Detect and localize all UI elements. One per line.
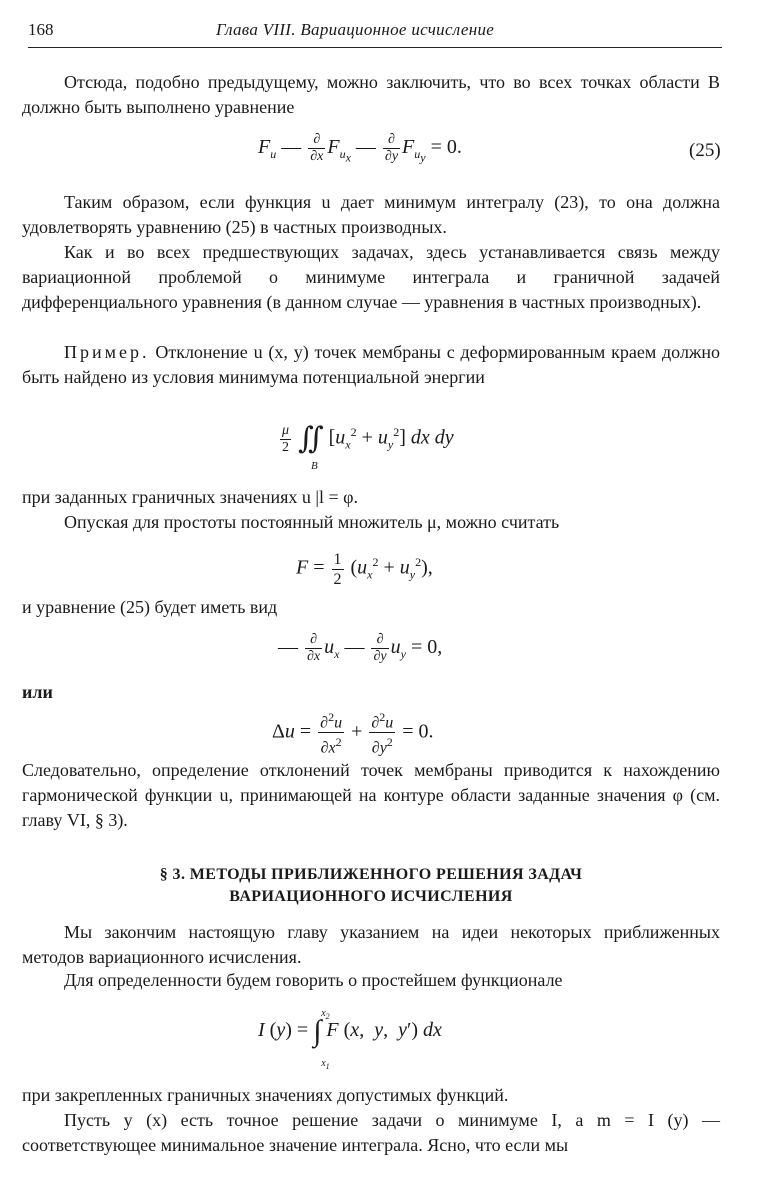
example-label: Пример.	[64, 342, 150, 362]
paragraph-and-equation: и уравнение (25) будет иметь вид	[22, 597, 278, 617]
equation-derivatives: — $\frac{\partial}{\partial x}$ $u_x$ — $\frac{\partial}{\partial y}$ $u_y = 0$,	[278, 632, 443, 664]
paragraph-exact-solution: Пусть y (x) есть точное решение задачи о минимуме I, а m = I (y) — соответствующее минимальное значение интеграла. Ясно, что если мы	[22, 1110, 720, 1155]
equation-25: $F_u$ — $\frac{\partial}{\partial x}$ $F_{u_x}$ — $\frac{\partial}{\partial y}$ $F_{u_y} = 0$.	[258, 132, 462, 165]
equation-F-definition: F = $\frac{1}{2}$ $(u_x^2 + u_y^2)$,	[296, 550, 433, 588]
paragraph-conclusion: Следовательно, определение отклонений точек мембраны приводится к нахождению гармонической функции u, принимающей на контуре области заданные значения φ (см. главу VI, § 3).	[22, 760, 720, 830]
example-text: Отклонение u (x, y) точек мембраны с деформированным краем должно быть найдено из условия минимума потенциальной энергии	[22, 342, 720, 387]
equation-energy-integral: $\frac{\mu}{2}$ ∬ $[u_x^2 + u_y^2]$ dx dy B	[282, 422, 454, 472]
paragraph-section-intro: Мы закончим настоящую главу указанием на идеи некоторых приближенных методов вариационного исчисления.	[22, 922, 720, 967]
running-title: Глава VIII. Вариационное исчисление	[216, 20, 495, 39]
equation-laplace: Δu = $\frac{\partial^2u}{\partial x^2}$ + $\frac{\partial^2u}{\partial y^2}$ = 0.	[272, 710, 434, 757]
paragraph-boundary: при заданных граничных значениях u |l = φ.	[22, 487, 359, 507]
equation-functional: I (y) = ∫ $x_2$ $x_1$ F (x, y, y′) dx	[258, 1008, 442, 1071]
paragraph-or: или	[22, 682, 53, 702]
paragraph-minimum: Таким образом, если функция u дает минимум интегралу (23), то она должна удовлетворять уравнению (25) в частных производных.	[22, 192, 720, 237]
paragraph-fixed-boundary: при закрепленных граничных значениях допустимых функций.	[22, 1085, 509, 1105]
section-title-line-2: ВАРИАЦИОННОГО ИСЧИСЛЕНИЯ	[229, 888, 513, 905]
paragraph-functional: Для определенности будем говорить о простейшем функционале	[64, 970, 563, 990]
section-title-line-1: § 3. МЕТОДЫ ПРИБЛИЖЕННОГО РЕШЕНИЯ ЗАДАЧ	[159, 866, 583, 883]
paragraph-relation: Как и во всех предшествующих задачах, здесь устанавливается связь между вариационной проблемой о минимуме интеграла и граничной задачей дифференциального уравнения (в данном случае — уравнения в частных производных).	[22, 242, 720, 312]
paragraph-omit-constant: Опуская для простоты постоянный множитель μ, можно считать	[64, 512, 560, 532]
page-header	[28, 18, 722, 48]
paragraph-intro: Отсюда, подобно предыдущему, можно заключить, что во всех точках области B должно быть выполнено уравнение	[22, 72, 720, 117]
equation-25-number: (25)	[689, 140, 721, 161]
paragraph-example	[22, 340, 720, 390]
page-number: 168	[28, 20, 54, 39]
header-rule	[28, 47, 722, 48]
